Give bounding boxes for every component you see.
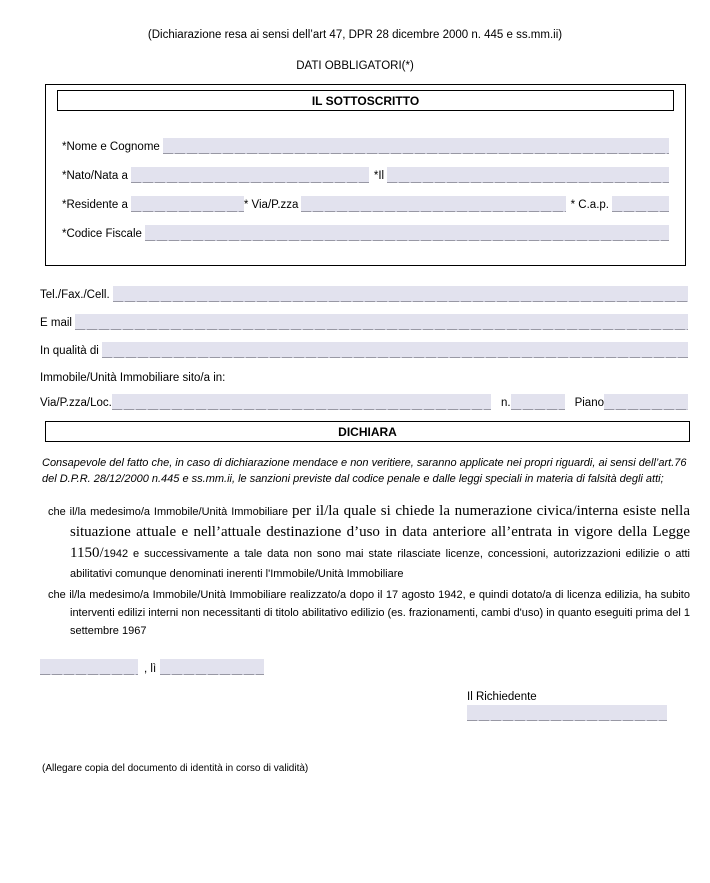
via-loc-label: Via/P.zza/Loc. — [40, 397, 112, 409]
signature-block — [467, 691, 667, 721]
nato-a-label: *Nato/Nata a — [62, 170, 128, 182]
codice-fiscale-label: *Codice Fiscale — [62, 228, 142, 240]
declaration-text-segment: che il/la medesimo/a Immobile/Unità Immobiliare realizzato/a dopo il 17 agosto 1942, e quindi dotato/a di licenza edilizia, ha subito interventi edilizi interni non necessitanti di titolo abilitativo edilizio (es. frazionamenti, cambi d'uso) in quanto eseguiti prima del 1 settembre 1967 — [48, 589, 690, 637]
sottoscritto-title: IL SOTTOSCRITTO — [57, 90, 674, 111]
declarations-list — [48, 501, 690, 639]
row-nato — [62, 167, 669, 183]
email-field[interactable] — [75, 314, 688, 330]
footer-note: (Allegare copia del documento di identità in corso di validità) — [42, 763, 309, 774]
li-label: , lì — [144, 663, 157, 675]
cap-field[interactable] — [612, 196, 669, 212]
declaration-item — [48, 585, 690, 639]
row-qualita — [40, 342, 688, 358]
luogo-field[interactable] — [40, 659, 138, 675]
nato-il-field[interactable] — [387, 167, 669, 183]
qualita-field[interactable] — [102, 342, 688, 358]
declaration-text-segment: per il/la quale si chiede la numerazione civica/interna esiste nella situazione attuale e nell’attuale destinazione d’uso in data anteriore all’entrata in vigore della Legge 1150/ — [70, 503, 690, 561]
tel-field[interactable] — [113, 286, 688, 302]
declaration-item — [48, 501, 690, 582]
nome-cognome-field[interactable] — [163, 138, 669, 154]
piano-field[interactable] — [604, 394, 688, 410]
richiedente-label: Il Richiedente — [467, 691, 537, 703]
tel-label: Tel./Fax./Cell. — [40, 289, 110, 301]
row-codice-fiscale — [62, 225, 669, 241]
row-date — [40, 659, 710, 675]
dichiara-premise: Consapevole del fatto che, in caso di dichiarazione mendace e non veritiere, saranno applicate nei propri riguardi, ai sensi dell’art.76 del D.P.R. 28/12/2000 n.445 e ss.mm.ii, le sanzioni previste dal codice penale e dalle leggi speciali in materia di falsità degli atti; — [42, 457, 687, 485]
civico-label: n. — [500, 397, 511, 409]
cap-label: * C.a.p. — [570, 199, 609, 211]
nato-a-field[interactable] — [131, 167, 369, 183]
row-tel — [40, 286, 688, 302]
nome-cognome-label: *Nome e Cognome — [62, 141, 160, 153]
header-declaration-ref: (Dichiarazione resa ai sensi dell’art 47, DPR 28 dicembre 2000 n. 445 e ss.mm.ii) — [147, 29, 563, 41]
codice-fiscale-field[interactable] — [145, 225, 669, 241]
email-label: E mail — [40, 317, 72, 329]
piano-label: Piano — [574, 397, 604, 409]
row-nome-cognome — [62, 138, 669, 154]
row-residente — [62, 196, 669, 212]
nato-il-label: *Il — [373, 170, 385, 182]
data-field[interactable] — [160, 659, 264, 675]
row-email — [40, 314, 688, 330]
declaration-text-segment: che il/la medesimo/a Immobile/Unità Immobiliare — [48, 506, 292, 518]
row-via-loc — [40, 394, 688, 410]
declaration-text-segment: 1942 e successivamente a tale data non sono mai state rilasciate licenze, concessioni, autorizzazioni edilizie o atti abilitativi comunque denominati inerenti l'Immobile/Unità Immobiliare — [70, 548, 690, 580]
header-dati-obbligatori: DATI OBBLIGATORI(*) — [296, 60, 414, 72]
firma-field[interactable] — [467, 705, 667, 721]
via-pzza-field[interactable] — [301, 196, 565, 212]
via-loc-field[interactable] — [112, 394, 491, 410]
dichiara-title: DICHIARA — [45, 421, 690, 442]
sottoscritto-box — [45, 84, 686, 266]
via-pzza-label: * Via/P.zza — [243, 199, 299, 211]
residente-field[interactable] — [131, 196, 244, 212]
immobile-heading: Immobile/Unità Immobiliare sito/a in: — [40, 372, 226, 384]
qualita-label: In qualità di — [40, 345, 99, 357]
residente-label: *Residente a — [62, 199, 128, 211]
civico-field[interactable] — [511, 394, 565, 410]
